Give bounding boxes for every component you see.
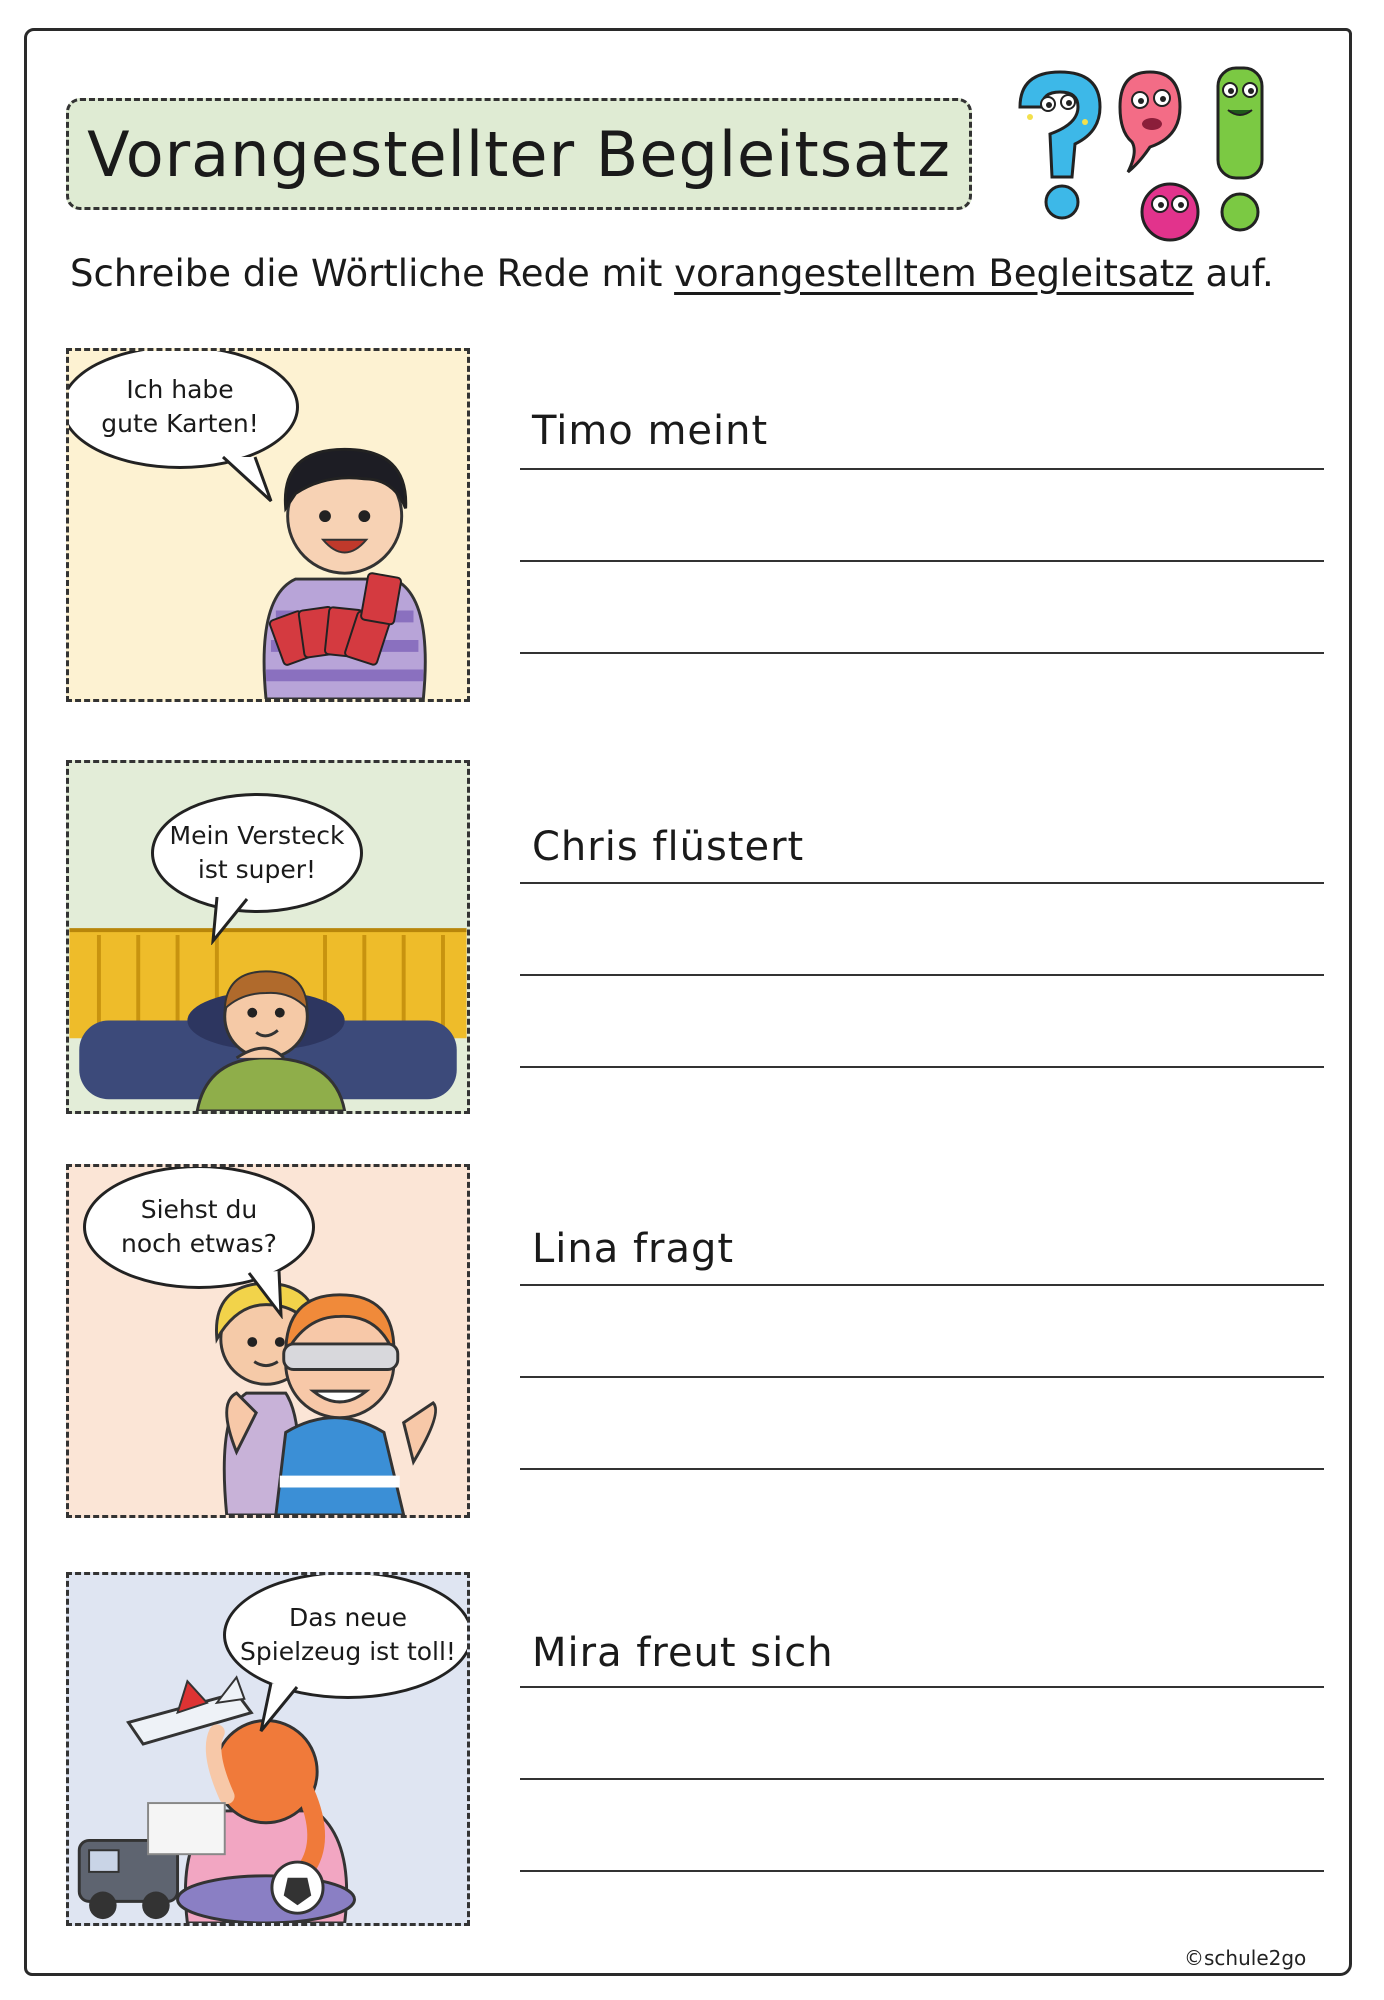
speech-text: Mein Versteck: [169, 821, 345, 851]
sentence-starter: Timo meint: [532, 408, 769, 454]
instruction-text: [70, 252, 1320, 295]
speech-text: gute Karten!: [101, 409, 259, 438]
writing-line[interactable]: [520, 1066, 1324, 1068]
picture-panel-lina: [66, 1164, 470, 1518]
speech-text: Das neue: [289, 1603, 407, 1633]
writing-line[interactable]: [520, 1870, 1324, 1872]
speech-bubble-tail: [209, 895, 259, 945]
speech-text: noch etwas?: [121, 1229, 277, 1258]
writing-line[interactable]: [520, 652, 1324, 654]
picture-panel-timo: [66, 348, 470, 702]
writing-line[interactable]: [520, 1778, 1324, 1780]
title-box: [66, 98, 972, 210]
writing-line[interactable]: [520, 1284, 1324, 1286]
writing-line[interactable]: [520, 974, 1324, 976]
speech-text: Siehst du: [140, 1195, 258, 1225]
writing-line[interactable]: [520, 468, 1324, 470]
writing-line[interactable]: [520, 1376, 1324, 1378]
worksheet-title: Vorangestellter Begleitsatz: [87, 117, 951, 191]
speech-bubble: [66, 348, 299, 469]
speech-text: Ich habe: [126, 375, 234, 405]
sentence-starter: Chris flüstert: [532, 824, 805, 870]
instruction-part: Schreibe die Wörtliche Rede mit: [70, 252, 675, 295]
sentence-starter: Lina fragt: [532, 1226, 735, 1272]
punctuation-characters-illustration: [1000, 62, 1320, 252]
writing-line[interactable]: [520, 560, 1324, 562]
sentence-starter: Mira freut sich: [532, 1630, 834, 1676]
instruction-underlined: vorangestelltem Begleitsatz: [674, 252, 1194, 295]
speech-text: ist super!: [197, 855, 317, 884]
writing-line[interactable]: [520, 1686, 1324, 1688]
speech-bubble-tail: [257, 1679, 307, 1735]
speech-bubble-tail: [245, 1269, 295, 1319]
copyright-notice: ©schule2go: [1178, 1946, 1312, 1970]
picture-panel-mira: [66, 1572, 470, 1926]
picture-panel-chris: [66, 760, 470, 1114]
writing-line[interactable]: [520, 882, 1324, 884]
writing-line[interactable]: [520, 1468, 1324, 1470]
instruction-part: auf.: [1193, 252, 1274, 295]
speech-bubble-tail: [219, 455, 279, 505]
speech-text: Spielzeug ist toll!: [240, 1637, 456, 1666]
